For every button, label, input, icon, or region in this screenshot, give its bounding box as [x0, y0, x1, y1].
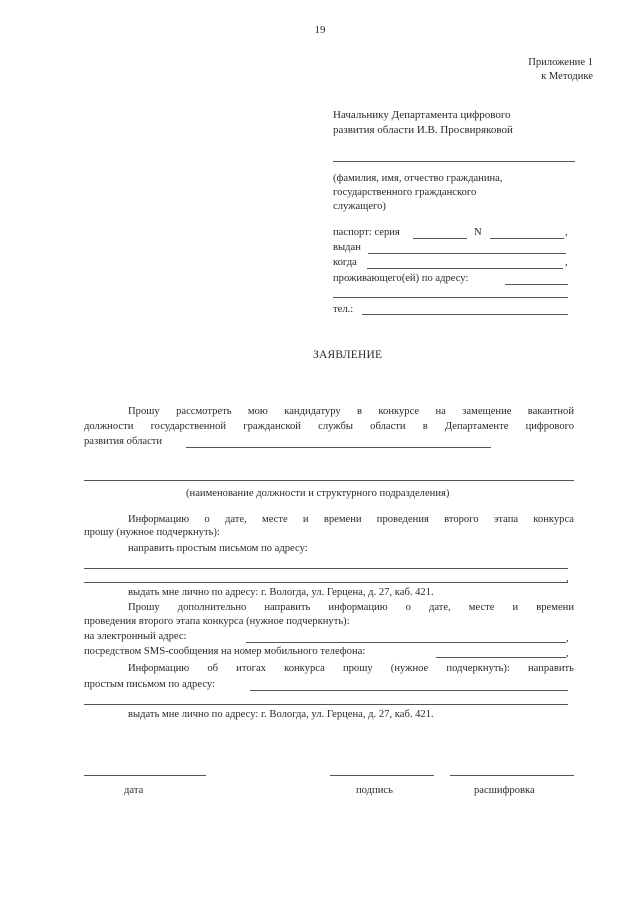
issued-label: выдан	[333, 242, 361, 253]
comma: ,	[566, 573, 569, 584]
p4-address-line-1	[250, 690, 568, 691]
phone-line	[362, 314, 568, 315]
page-number: 19	[314, 24, 326, 36]
document-title: ЗАЯВЛЕНИЕ	[313, 349, 383, 361]
p4-line1: Информацию об итогах конкурса прошу (нужное подчеркнуть): направить	[128, 663, 574, 674]
applicant-name-line	[333, 161, 575, 162]
p2-handout: выдать мне лично по адресу: г. Вологда, ул. Герцена, д. 27, каб. 421.	[128, 587, 434, 598]
residence-line-2	[333, 297, 568, 298]
appendix-line2: к Методике	[541, 71, 593, 82]
applicant-note-line1: (фамилия, имя, отчество гражданина,	[333, 173, 503, 184]
addressee-line2: развития области И.В. Просвиряковой	[333, 124, 513, 136]
p4-line2: простым письмом по адресу:	[84, 679, 215, 690]
date-label: дата	[124, 785, 144, 796]
p1-line1: Прошу рассмотреть мою кандидатуру в конкурсе на замещение вакантной	[128, 406, 574, 417]
passport-series-line	[413, 238, 467, 239]
passport-label: паспорт: серия	[333, 227, 400, 238]
p2-address-line-2	[84, 582, 568, 583]
comma: ,	[566, 633, 569, 644]
when-label: когда	[333, 257, 357, 268]
phone-number-line	[436, 657, 566, 658]
residence-label: проживающего(ей) по адресу:	[333, 273, 469, 284]
signature-line	[330, 775, 434, 776]
p3-line2: проведения второго этапа конкурса (нужное подчеркнуть):	[84, 616, 350, 627]
comma: ,	[565, 227, 568, 238]
p2-line3: направить простым письмом по адресу:	[128, 543, 308, 554]
decode-label: расшифровка	[474, 785, 535, 796]
p1-line2: должности государственной гражданской службы области в Департаменте цифрового	[84, 421, 574, 432]
comma: ,	[565, 257, 568, 268]
when-line	[367, 268, 563, 269]
p2-address-line-1	[84, 568, 568, 569]
applicant-note-line3: служащего)	[333, 201, 386, 212]
comma: ,	[566, 648, 569, 659]
p1-line3: развития области	[84, 436, 163, 447]
appendix-line1: Приложение 1	[528, 57, 593, 68]
p4-handout: выдать мне лично по адресу: г. Вологда, ул. Герцена, д. 27, каб. 421.	[128, 709, 434, 720]
position-caption: (наименование должности и структурного подразделения)	[186, 488, 450, 499]
residence-line-1	[505, 284, 568, 285]
position-line-1	[186, 447, 491, 448]
p3-line1: Прошу дополнительно направить информацию о дате, месте и времени	[128, 602, 574, 613]
applicant-note-line2: государственного гражданского	[333, 187, 477, 198]
position-line-2	[84, 480, 574, 481]
email-line	[246, 642, 566, 643]
p3-email-label: на электронный адрес:	[84, 631, 187, 642]
phone-label: тел.:	[333, 304, 354, 315]
passport-number-line	[490, 238, 564, 239]
p2-line1: Информацию о дате, месте и времени проведения второго этапа конкурса	[128, 514, 574, 525]
issued-line	[368, 253, 566, 254]
signature-label: подпись	[356, 785, 393, 796]
date-line	[84, 775, 206, 776]
decode-line	[450, 775, 574, 776]
passport-number-label: N	[474, 227, 482, 238]
p4-address-line-2	[84, 704, 568, 705]
addressee-line1: Начальнику Департамента цифрового	[333, 109, 511, 121]
p2-line2: прошу (нужное подчеркнуть):	[84, 527, 220, 538]
p3-sms-label: посредством SMS-сообщения на номер мобильного телефона:	[84, 646, 366, 657]
